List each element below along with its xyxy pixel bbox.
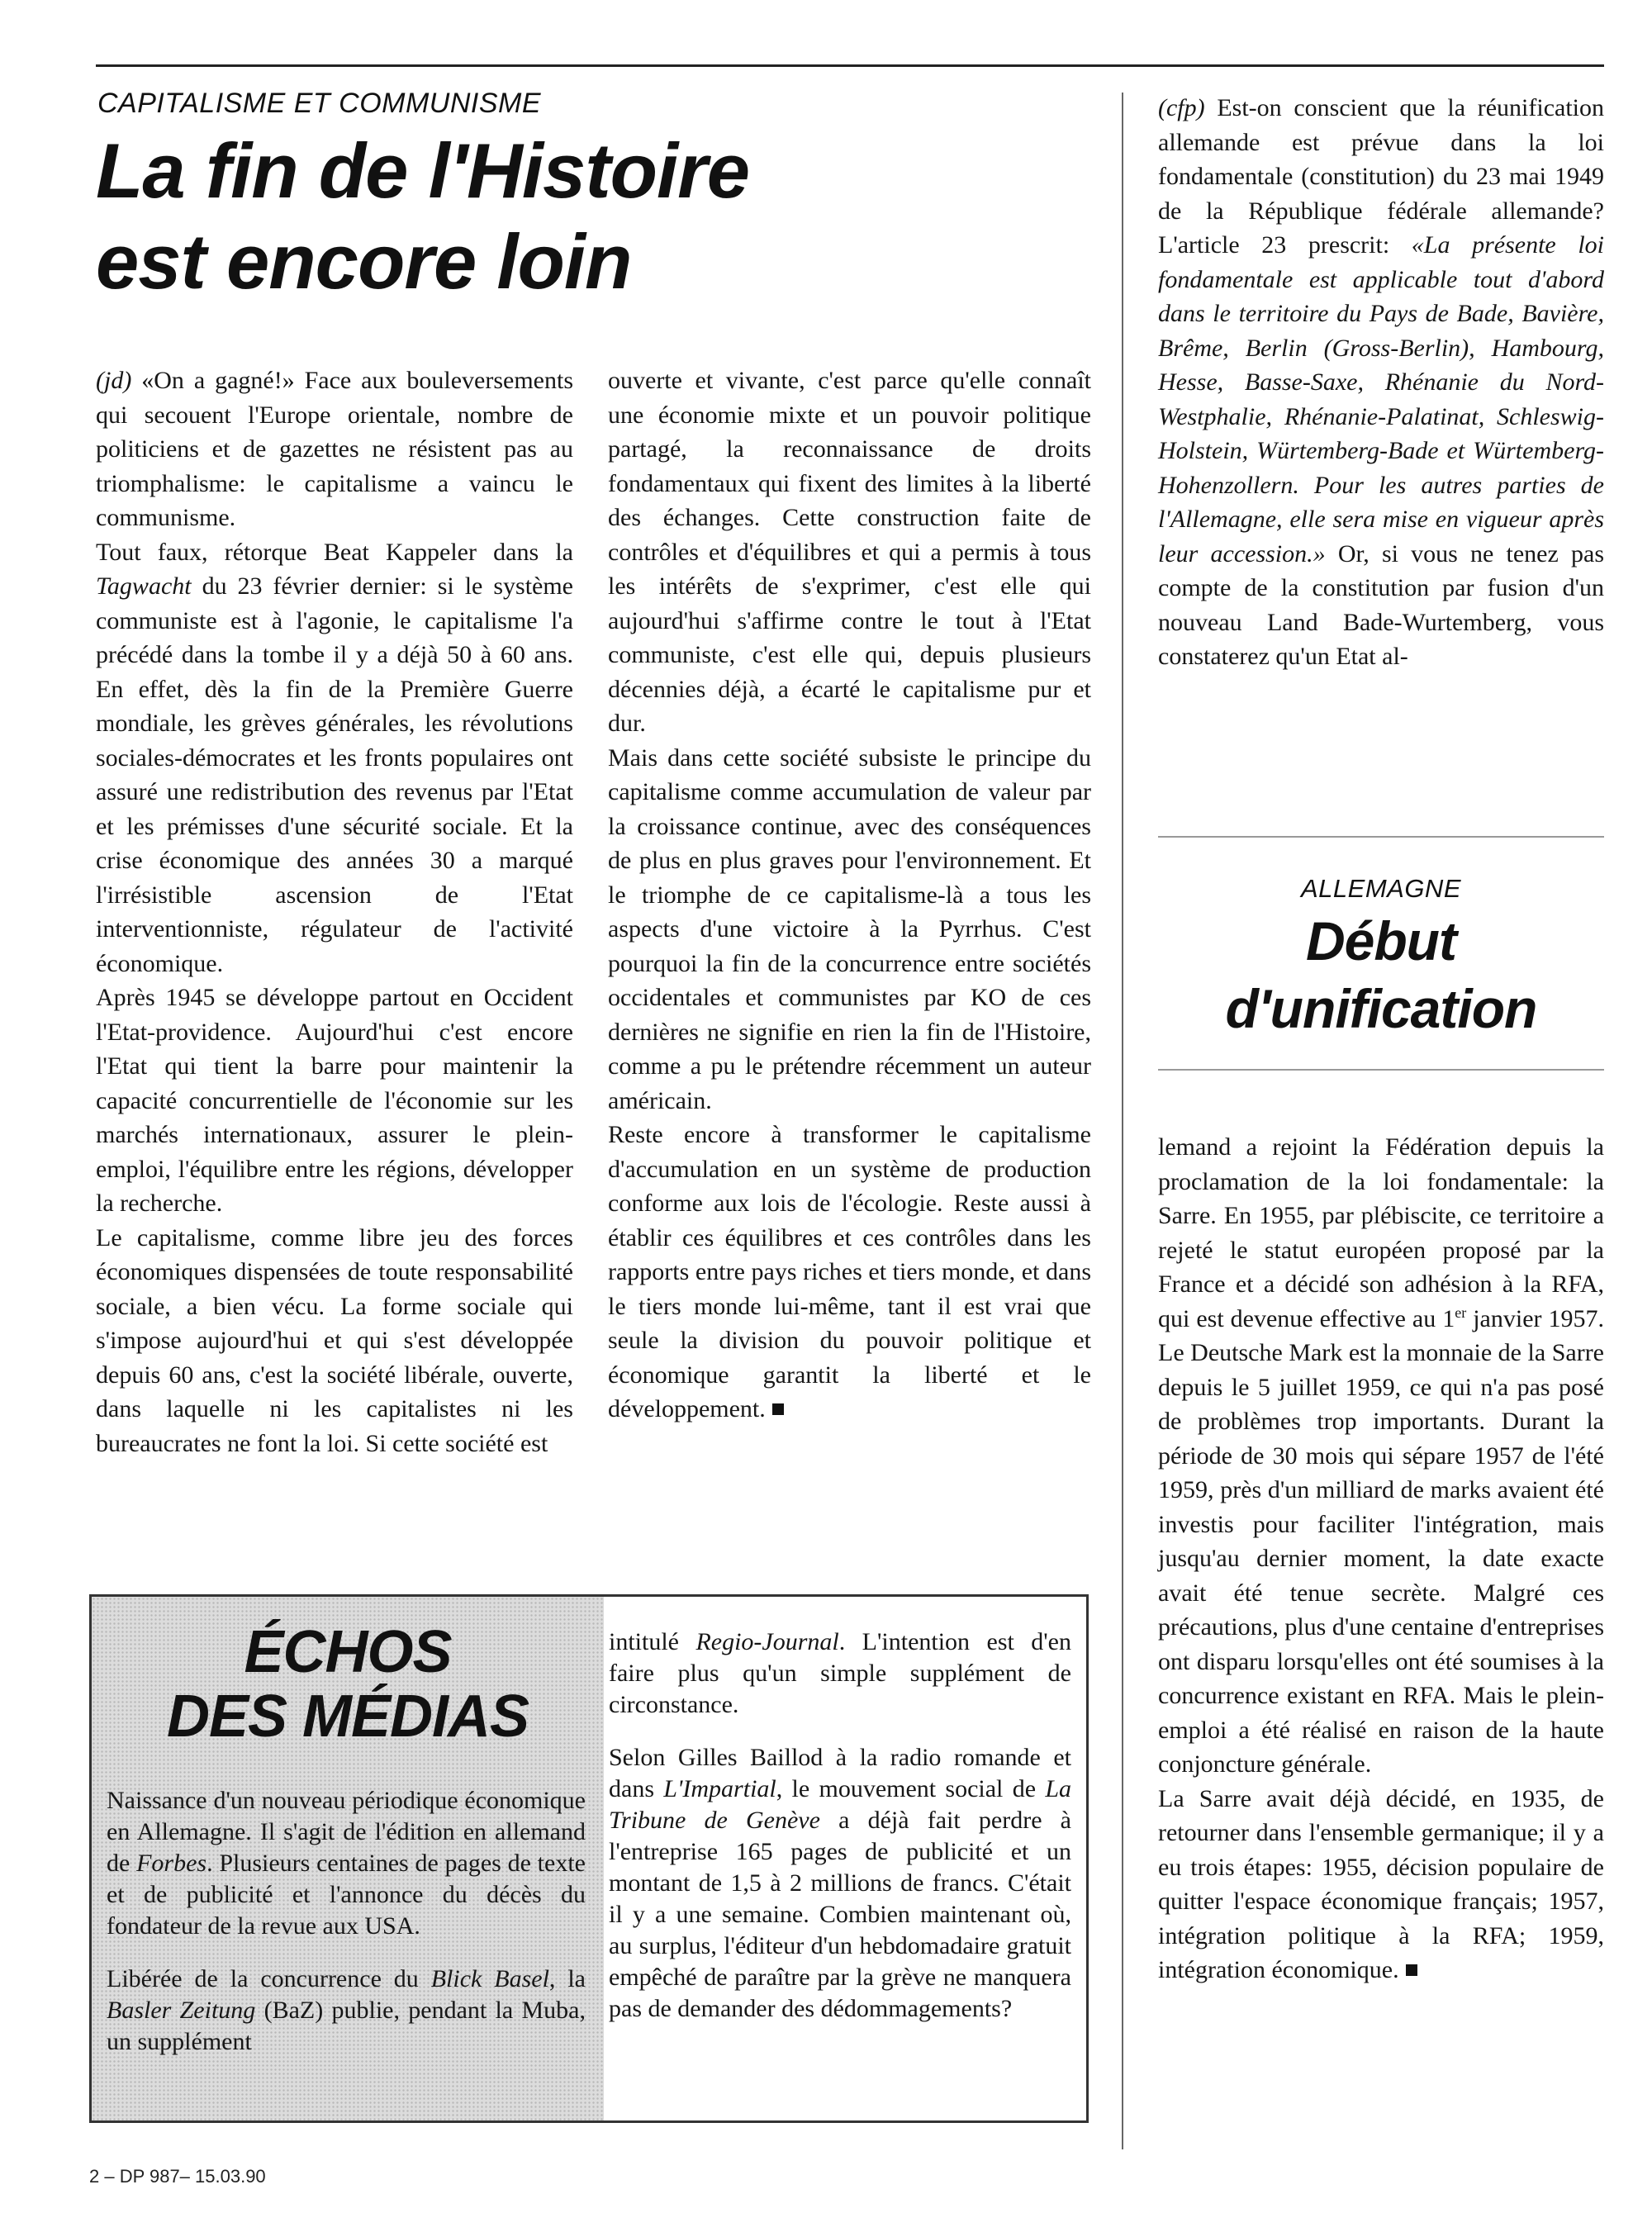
- echos-right-text: [609, 1627, 1071, 2046]
- main-headline-line2: est encore loin: [96, 218, 632, 305]
- end-of-article-mark: [772, 1403, 784, 1415]
- column-divider: [1122, 93, 1123, 2149]
- paragraph: ouverte et vivante, c'est parce qu'elle connaît une économie mixte et un pouvoir politique partagé, la reconnaissance de droits fondamentaux qui fixent des limites à la liberté des échanges. Cette construction faite de contrôles et d'équilibres et qui a permis à tous les intérêts de s'exprimer, c'est elle qui aujourd'hui s'affirme contre le tout à l'Etat communiste, c'est elle qui, depuis plusieurs décennies déjà, a écarté le capitalisme pur et dur.: [608, 367, 1091, 737]
- side-column-bottom: [1158, 1130, 1604, 1987]
- side-headline: [1158, 907, 1604, 1042]
- paragraph: Mais dans cette société subsiste le principe du capitalisme comme accumulation de valeur par la croissance continue, avec des conséquences de plus en plus graves pour l'environnement. Et le triomphe de ce capitalisme-là a tous les aspects d'une victoire à la Pyrrhus. C'est pourquoi la fin de la concurrence entre sociétés occidentales et communistes par KO de ces dernières ne signifie en rien la fin de l'Histoire, comme a pu le prétendre récemment un auteur américain.: [608, 743, 1091, 1114]
- paragraph: Naissance d'un nouveau périodique économique en Allemagne. Il s'agit de l'édition en allemand de Forbes. Plusieurs centaines de pages de texte et de publicité et l'annonce du décès du fondateur de la revue aux USA.: [107, 1787, 586, 1940]
- side-rule-bottom: [1158, 1069, 1604, 1071]
- echos-title-line2: DES MÉDIAS: [166, 1683, 529, 1750]
- echos-title: [108, 1620, 587, 1749]
- echos-title-line1: ÉCHOS: [244, 1619, 452, 1685]
- top-rule: [96, 64, 1604, 67]
- side-rule-top: [1158, 836, 1604, 838]
- paragraph: lemand a rejoint la Fédération depuis la proclamation de la loi fondamentale: la Sarre. En 1955, par plébiscite, ce territoire a rejeté le statut européen proposé par la France et a décidé son adhésion à la RFA, qui est devenue effective au 1er janvier 1957. Le Deutsche Mark est la monnaie de la Sarre depuis le 5 juillet 1959, ce qui n'a pas posé de problèmes trop importants. Durant la période de 30 mois qui sépare 1957 de l'été 1959, près d'un milliard de marks avaient été investis pour faciliter l'intégration, mais jusqu'au dernier moment, la date exacte avait été tenue secrète. Malgré ces précautions, plus d'une centaine d'entreprises ont disparu lorsqu'elles ont été soumises à la concurrence existant en RFA. Mais le plein-emploi a été réalisé en raison de la haute conjoncture générale.: [1158, 1133, 1605, 1778]
- paragraph: Après 1945 se développe partout en Occident l'Etat-providence. Aujourd'hui c'est encore l'Etat qui tient la barre pour maintenir la capacité concurrentielle de l'économie sur les marchés internationaux, assurer le plein-emploi, l'équilibre entre les régions, développer la recherche.: [96, 984, 573, 1217]
- side-column-top: [1158, 91, 1604, 674]
- side-kicker: ALLEMAGNE: [1300, 874, 1461, 903]
- side-headline-line1: Début: [1306, 910, 1456, 971]
- main-column-1: [96, 363, 573, 1460]
- main-headline: [96, 126, 749, 307]
- paragraph: (cfp) Est-on conscient que la réunification allemande est prévue dans la loi fondamentale (constitution) du 23 mai 1949 de la République fédérale allemande? L'article 23 prescrit: «La présente loi fondamentale est applicable tout d'abord dans le territoire du Pays de Bade, Bavière, Brême, Berlin (Gross-Berlin), Hambourg, Hesse, Basse-Saxe, Rhénanie du Nord-Westphalie, Rhénanie-Palatinat, Schleswig-Holstein, Würtemberg-Bade et Würtemberg-Hohenzollern. Pour les autres parties de l'Allemagne, elle sera mise en vigueur après leur accession.» Or, si vous ne tenez pas compte de la constitution par fusion d'un nouveau Land Bade-Wurtemberg, vous constaterez qu'un Etat al-: [1158, 94, 1604, 670]
- paragraph: Tout faux, rétorque Beat Kappeler dans la Tagwacht du 23 février dernier: si le système communiste est à l'agonie, le capitalisme l'a précédé dans la tombe il y a déjà 50 à 60 ans. En effet, dès la fin de la Première Guerre mondiale, les grèves générales, les révolutions sociales-démocrates et les fronts populaires ont assuré une redistribution des revenus par l'Etat et les prémisses d'une sécurité sociale. Et la crise économique des années 30 a marqué l'irrésistible ascension de l'Etat interventionniste, régulateur de l'activité économique.: [96, 538, 573, 977]
- paragraph: (jd) «On a gagné!» Face aux bouleversements qui secouent l'Europe orientale, nombre de politiciens et de gazettes ne résistent pas au triomphalisme: le capitalisme a vaincu le communisme.: [96, 367, 573, 531]
- echos-left-text: [107, 1785, 586, 2079]
- paragraph: Libérée de la concurrence du Blick Basel, la Basler Zeitung (BaZ) publie, pendant la Muba, un supplément: [107, 1965, 586, 2055]
- page-footer: 2 – DP 987– 15.03.90: [89, 2166, 266, 2187]
- paragraph: Selon Gilles Baillod à la radio romande et dans L'Impartial, le mouvement social de La Tribune de Genève a déjà fait perdre à l'entreprise 165 pages de publicité et un montant de 1,5 à 2 millions de francs. C'était il y a une semaine. Combien maintenant où, au surplus, l'éditeur d'un hebdomadaire gratuit empêché de paraître par la grève ne manquera pas de demander des dédommagements?: [609, 1744, 1071, 2022]
- paragraph: La Sarre avait déjà décidé, en 1935, de retourner dans l'ensemble germanique; il y a eu trois étapes: 1955, décision populaire de quitter l'espace économique français; 1957, intégration politique à la RFA; 1959, intégration économique.: [1158, 1784, 1604, 1983]
- echos-des-medias-box: [89, 1594, 1089, 2123]
- paragraph: Reste encore à transformer le capitalisme d'accumulation en un système de production conforme aux lois de l'écologie. Reste aussi à établir ces équilibres et ces contrôles dans les rapports entre pays riches et tiers monde, et dans le tiers monde lui-même, tant il est vrai que seule la division du pouvoir politique et économique garantit la liberté et le développement.: [608, 1121, 1091, 1422]
- paragraph: Le capitalisme, comme libre jeu des forces économiques dispensées de toute responsabilité sociale, a bien vécu. La forme sociale qui s'impose aujourd'hui et qui s'est développée depuis 60 ans, c'est la société libérale, ouverte, dans laquelle ni les capitalistes ni les bureaucrates ne font la loi. Si cette société est: [96, 1223, 573, 1457]
- main-kicker: CAPITALISME ET COMMUNISME: [97, 88, 542, 119]
- main-headline-line1: La fin de l'Histoire: [96, 127, 750, 214]
- main-column-2: [608, 363, 1091, 1427]
- side-headline-line2: d'unification: [1225, 978, 1537, 1039]
- paragraph: intitulé Regio-Journal. L'intention est d'en faire plus qu'un simple supplément de circonstance.: [609, 1628, 1071, 1718]
- end-of-article-mark: [1406, 1964, 1417, 1976]
